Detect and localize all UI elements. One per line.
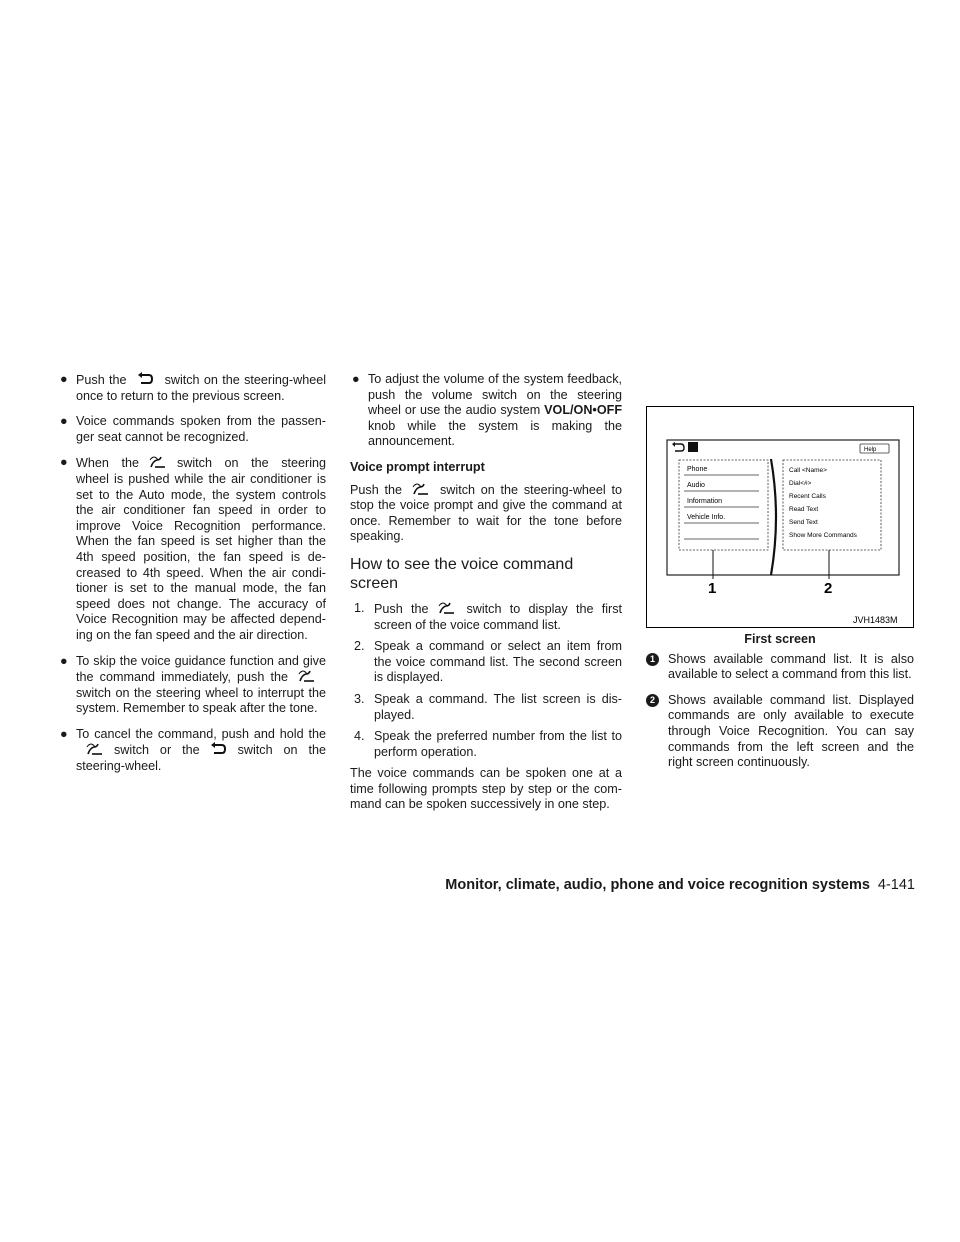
left-item-phone[interactable]: Phone <box>687 466 708 473</box>
section-heading: How to see the voice command screen <box>350 555 574 592</box>
voice-talk-icon <box>149 455 167 469</box>
voice-talk-icon <box>86 742 104 756</box>
back-arrow-icon <box>672 442 684 451</box>
bullet-fan-speed: ● When the switch on the steering wheel is pushed while the air conditioner is set to the Auto mode, the system controls the air conditioner fan speed in order to improve Voice Recognition performance. When the fan speed is set higher than the 4th speed position, the fan speed is de-creased to 4th speed. When the air condi-tioner is set to the manual mode, the fan speed does not change. The accuracy of Voice Recognition may be affected depend-ing on the fan speed and the air direction. <box>60 455 327 642</box>
step-2: 2. Speak a command or select an item from the voice command list. The second screen is displayed. <box>354 639 622 685</box>
vol-knob-label: VOL/ON•OFF <box>544 403 623 418</box>
legend-badge-1: 1 <box>646 653 659 666</box>
left-item-audio[interactable]: Audio <box>687 482 705 489</box>
bullet-volume: ● To adjust the volume of the system feedback, push the volume switch on the steering wheel or use the audio system VOL/ON•OFF knob while the system is making the announcement. <box>352 372 623 449</box>
callout-2: 2 <box>824 580 833 597</box>
step-1: 1. Push the switch to display the first screen of the voice command list. <box>354 600 623 632</box>
bullet-back-switch: ● Push the switch on the steering-wheel once to return to the previous screen. <box>60 372 326 403</box>
step-3: 3. Speak a command. The list screen is dis-played. <box>354 691 622 722</box>
legend-1: 1 Shows available command list. It is also available to select a command from this list. <box>646 652 914 683</box>
interrupt-paragraph: Push the switch on the steering-wheel to stop the voice prompt and give the command at once. Remember to wait for the tone before speaking. <box>350 482 623 544</box>
voice-screen-icon <box>688 442 698 452</box>
bullet-dot: ● <box>60 372 68 386</box>
left-item-information[interactable]: Information <box>687 498 723 505</box>
screen-divider <box>771 459 776 575</box>
closing-paragraph: The voice commands can be spoken one at a time following prompts step by step or the com-mand can be spoken successively in one step. <box>350 766 622 812</box>
figure-caption: First screen <box>744 632 816 646</box>
voice-talk-icon <box>298 669 316 683</box>
page-number: 4-141 <box>877 877 915 893</box>
help-label: Help <box>864 447 877 453</box>
bullet-cancel-command: ● To cancel the command, push and hold the switch or the switch on the steering-wheel. <box>60 726 326 774</box>
interrupt-heading: Voice prompt interrupt <box>350 459 485 474</box>
right-item-1: Dial<#> <box>789 480 812 487</box>
callout-1: 1 <box>708 580 717 597</box>
bullet-skip-guidance: ● To skip the voice guidance function and give the command immediately, push the switch on the steering wheel to interrupt the system. Remember to speak after the tone. <box>60 653 326 716</box>
right-column <box>646 406 914 781</box>
right-item-5: Show More Commands <box>789 532 857 539</box>
right-item-0: Call <Name> <box>789 467 827 474</box>
step-4: 4. Speak the preferred number from the list to perform operation. <box>354 729 622 759</box>
voice-command-screen-figure <box>646 406 914 628</box>
page-footer <box>425 877 915 893</box>
figure-code: JVH1483M <box>853 615 898 625</box>
legend-badge-2: 2 <box>646 694 659 707</box>
command-list-panel <box>679 460 768 550</box>
back-arrow-icon <box>137 372 155 386</box>
back-arrow-icon <box>210 742 228 756</box>
left-item-vehicle-info[interactable]: Vehicle Info. <box>687 514 726 521</box>
middle-column <box>350 372 622 821</box>
footer-title: Monitor, climate, audio, phone and voice recognition systems <box>445 877 870 893</box>
bullet-passenger-seat: ● Voice commands spoken from the passen-ger seat cannot be recognized. <box>60 414 326 444</box>
right-item-4: Send Text <box>789 519 818 526</box>
voice-talk-icon <box>412 482 430 496</box>
legend-2: 2 Shows available command list. Displayed commands are only available to execute through Voice Recognition. You can say commands from the left screen and the right screen continuously. <box>646 693 914 771</box>
voice-talk-icon <box>438 601 456 615</box>
left-column <box>58 372 326 785</box>
right-item-2: Recent Calls <box>789 493 826 500</box>
right-item-3: Read Text <box>789 506 819 513</box>
